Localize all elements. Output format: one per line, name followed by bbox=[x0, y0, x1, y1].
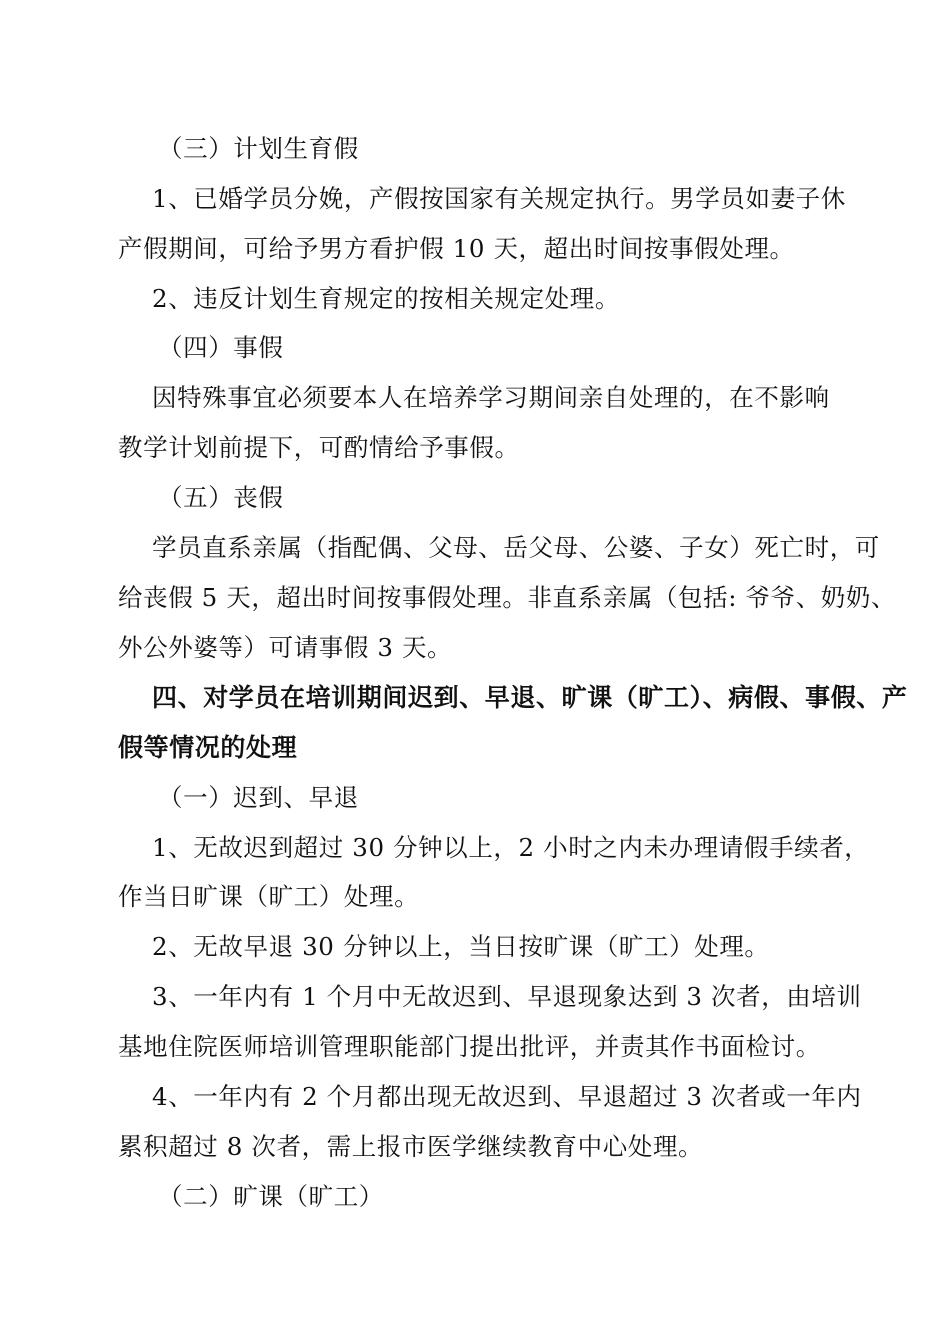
paragraph-line: 基地住院医师培训管理职能部门提出批评，并责其作书面检讨。 bbox=[118, 1032, 821, 1061]
subheading-family-planning-leave: （三）计划生育假 bbox=[158, 134, 359, 163]
paragraph-line: 累积超过 8 次者，需上报市医学继续教育中心处理。 bbox=[118, 1132, 704, 1161]
paragraph-line: 产假期间，可给予男方看护假 10 天，超出时间按事假处理。 bbox=[118, 234, 795, 263]
paragraph-line: 教学计划前提下，可酌情给予事假。 bbox=[118, 433, 520, 462]
paragraph-line: 1、已婚学员分娩，产假按国家有关规定执行。男学员如妻子休 bbox=[152, 184, 846, 213]
paragraph-line: 4、一年内有 2 个月都出现无故迟到、早退超过 3 次者或一年内 bbox=[152, 1082, 862, 1111]
section-heading-line: 假等情况的处理 bbox=[118, 733, 298, 762]
paragraph-line: 因特殊事宜必须要本人在培养学习期间亲自处理的，在不影响 bbox=[152, 383, 830, 412]
subheading-absenteeism: （二）旷课（旷工） bbox=[158, 1182, 384, 1211]
paragraph-line: 给丧假 5 天，超出时间按事假处理。非直系亲属（包括: 爷爷、奶奶、 bbox=[118, 583, 897, 612]
subheading-personal-leave: （四）事假 bbox=[158, 333, 284, 362]
paragraph-line: 2、无故早退 30 分钟以上，当日按旷课（旷工）处理。 bbox=[152, 932, 770, 961]
paragraph-line: 作当日旷课（旷工）处理。 bbox=[118, 882, 420, 911]
paragraph-line: 1、无故迟到超过 30 分钟以上，2 小时之内未办理请假手续者， bbox=[152, 833, 870, 862]
subheading-bereavement-leave: （五）丧假 bbox=[158, 483, 284, 512]
paragraph-line: 学员直系亲属（指配偶、父母、岳父母、公婆、子女）死亡时，可 bbox=[152, 533, 880, 562]
paragraph-line: 外公外婆等）可请事假 3 天。 bbox=[118, 633, 453, 662]
paragraph-line: 3、一年内有 1 个月中无故迟到、早退现象达到 3 次者，由培训 bbox=[152, 982, 862, 1011]
section-heading-line: 四、对学员在培训期间迟到、早退、旷课（旷工）、病假、事假、产 bbox=[152, 683, 908, 712]
paragraph-line: 2、违反计划生育规定的按相关规定处理。 bbox=[152, 284, 620, 313]
subheading-late-early-leave: （一）迟到、早退 bbox=[158, 783, 359, 812]
